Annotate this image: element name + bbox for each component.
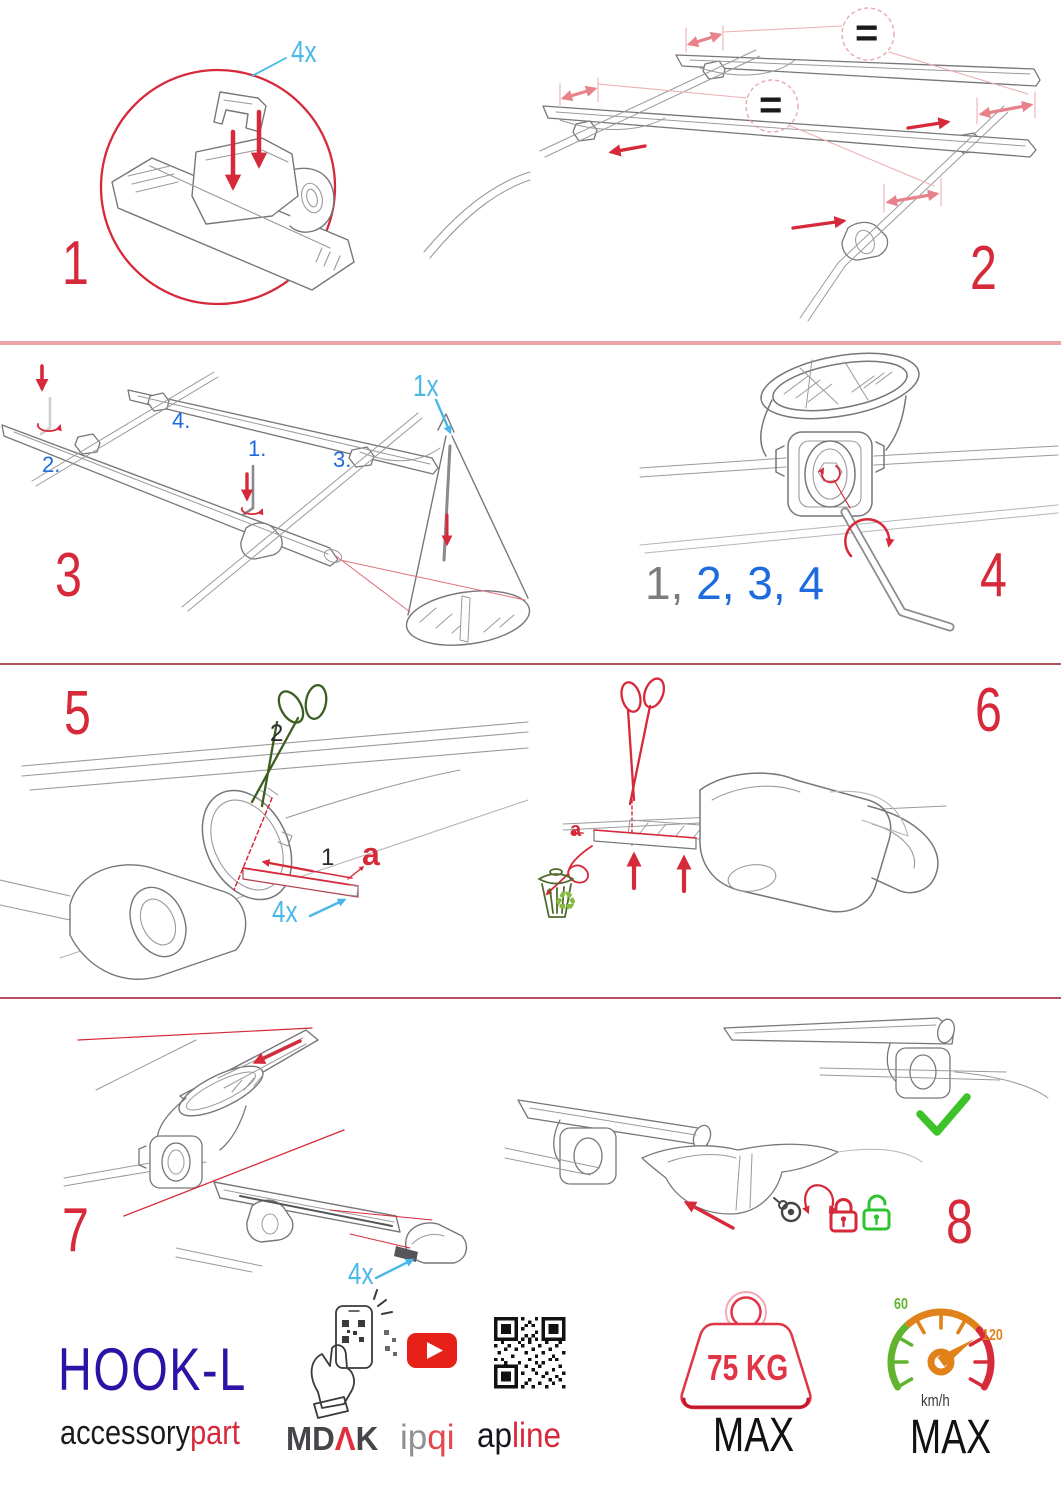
step1-art (101, 58, 530, 304)
logo-mdak-prefix: MD (286, 1420, 335, 1457)
clamp-hook (290, 168, 334, 232)
push-up-arrows (634, 856, 684, 891)
step5-strip-label: 1 (321, 844, 335, 871)
speed-tick-120: 120 (982, 1327, 1003, 1344)
step3-art (2, 366, 533, 652)
step4-sequence (645, 557, 825, 609)
step4-number: 4 (980, 541, 1007, 610)
step3-sub-label-4: 4. (172, 408, 191, 433)
brand-logo-black: accessory (60, 1414, 191, 1452)
step1-number: 1 (62, 229, 89, 298)
clamp-foot (70, 865, 246, 979)
step5-letter-a: a (362, 836, 380, 872)
qty-leader-line (252, 58, 286, 76)
assembled-view-top (724, 1017, 957, 1098)
qty-arrow (310, 900, 344, 916)
qty-arrow (376, 1260, 412, 1278)
bar-end-leaders (336, 556, 525, 612)
rubber-strip (594, 830, 696, 849)
step5-number: 5 (64, 679, 91, 748)
allen-key-large (845, 512, 950, 627)
speedometer-icon (891, 1312, 991, 1387)
qr-code (494, 1317, 565, 1388)
clamp-body (192, 138, 298, 224)
step3-number: 3 (55, 541, 82, 610)
step3-qty-label: 1x (413, 368, 439, 403)
step2-equal-mid: = (759, 83, 783, 127)
logo-mdak (286, 1422, 378, 1455)
step2-art (540, 8, 1040, 321)
section-divider-3 (0, 997, 1061, 999)
logo-ipqi-red: qi (427, 1418, 455, 1457)
padlock-closed-icon (831, 1200, 856, 1232)
logo-apline (477, 1418, 561, 1453)
speed-tick-60: 60 (894, 1296, 908, 1313)
waste-curl (568, 846, 592, 883)
recycle-icon: ♻ (554, 886, 578, 916)
cover-flap (642, 1144, 838, 1214)
clamp-body (700, 773, 938, 912)
rotate-key-arrow (805, 1185, 833, 1212)
brand-logo-red: part (190, 1414, 240, 1452)
logo-apline-red: line (512, 1416, 562, 1455)
assembled-view-bottom (518, 1100, 838, 1214)
step8-number: 8 (946, 1188, 973, 1257)
checkmark-icon (920, 1097, 967, 1132)
step4-sequence-rest: 2, 3, 4 (683, 557, 825, 609)
brand-logo (60, 1416, 240, 1450)
step7-qty-label: 4x (348, 1256, 374, 1291)
scissors-red-icon (618, 676, 667, 804)
padlock-open-icon (864, 1196, 889, 1229)
logo-apline-dark: ap (477, 1416, 513, 1455)
logo-mdak-caret: Λ (334, 1420, 356, 1457)
step1-qty-label: 4x (291, 34, 317, 69)
product-logo: HOOK-L (58, 1336, 247, 1403)
step3-sub-label-2: 2. (42, 452, 61, 477)
step3-sub-label-3: 3. (333, 447, 352, 472)
front-crossbar (2, 425, 338, 566)
qty-arrow (436, 400, 450, 432)
section-divider-1 (0, 341, 1061, 345)
step7-art (64, 1028, 466, 1278)
qr-scan-icon (312, 1290, 397, 1418)
speed-max-label: MAX (910, 1411, 992, 1464)
bar-endcap-view (214, 1182, 466, 1263)
youtube-icon (407, 1333, 457, 1368)
speed-unit-label: km/h (921, 1391, 950, 1410)
step2-number: 2 (970, 234, 997, 303)
lock-key (774, 1198, 800, 1221)
clamp-tower (761, 396, 906, 516)
logo-mdak-suffix: K (355, 1420, 379, 1457)
crossbar-drawing (112, 92, 354, 290)
step2-equal-top: = (855, 11, 879, 55)
step5-qty-label: 4x (272, 894, 298, 929)
weight-max-label: MAX (713, 1409, 795, 1462)
step6-art (539, 676, 946, 917)
step7-number: 7 (62, 1196, 89, 1265)
logo-ipqi (400, 1420, 455, 1455)
turn-hint-top-left (38, 366, 60, 434)
section-divider-2 (0, 663, 1061, 665)
step6-number: 6 (975, 676, 1002, 745)
step5-scissors-label: 2 (270, 720, 284, 747)
step4-sequence-first: 1, (645, 557, 684, 609)
allen-key-small (242, 466, 262, 515)
logo-ipqi-gray: ip (400, 1418, 428, 1457)
weight-limit-value: 75 KG (707, 1347, 789, 1388)
rail-top-opening (756, 343, 924, 430)
step3-sub-label-1: 1. (248, 436, 267, 461)
step6-letter-a: a (570, 819, 582, 841)
